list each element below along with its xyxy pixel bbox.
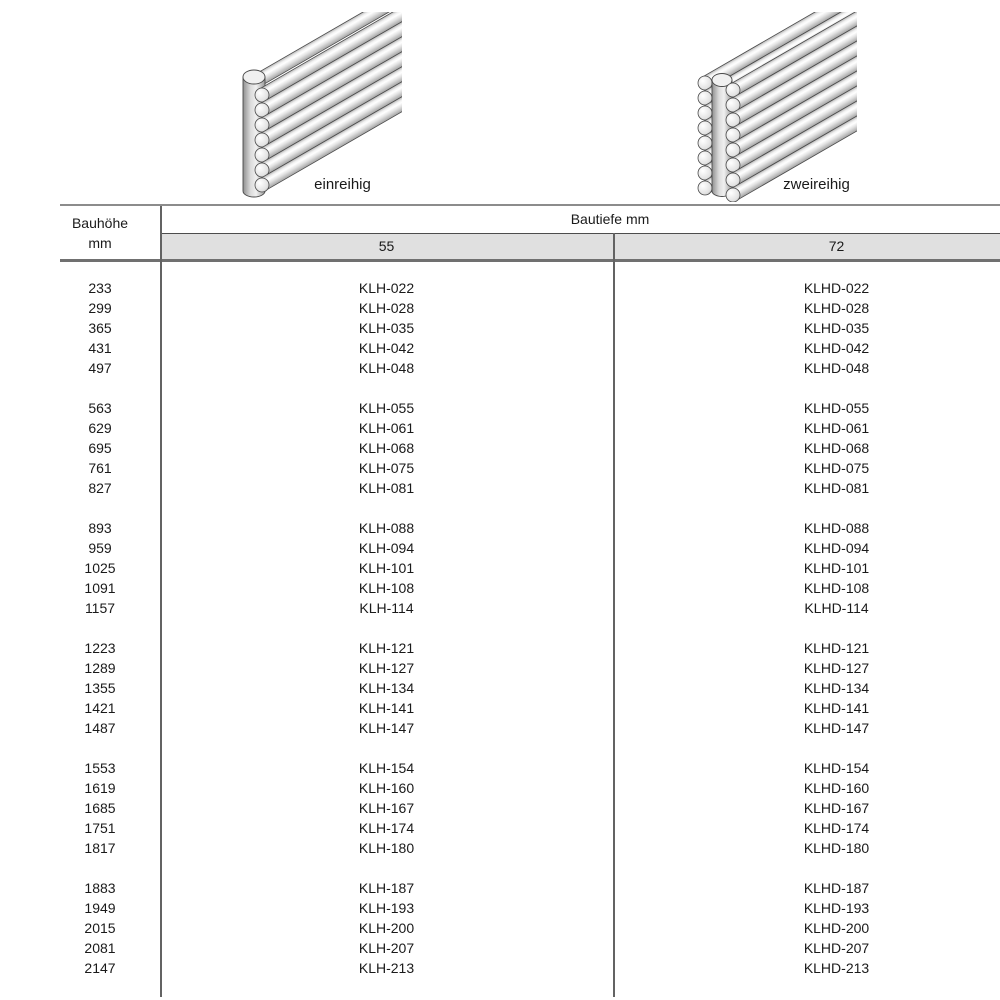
height-cell: 1289 [84,660,116,676]
height-cell: 959 [88,540,112,556]
height-cell: 431 [88,340,112,356]
table-row [60,398,1000,418]
klh-cell: KLH-061 [358,420,415,436]
klhd-cell: KLHD-081 [803,480,870,496]
klhd-cell: KLHD-207 [803,940,870,956]
klh-cell: KLH-035 [358,320,415,336]
height-cell: 1883 [84,880,116,896]
height-cell: 2147 [84,960,116,976]
klh-cell: KLH-207 [358,940,415,956]
table-row [60,458,1000,478]
table-row [60,878,1000,898]
row-group [60,638,1000,738]
klhd-cell: KLHD-048 [803,360,870,376]
table-body [60,262,1000,998]
height-cell: 1355 [84,680,116,696]
table-row [60,518,1000,538]
klh-cell: KLH-187 [358,880,415,896]
height-cell: 1817 [84,840,116,856]
klhd-cell: KLHD-101 [803,560,870,576]
table-row [60,278,1000,298]
table-row [60,358,1000,378]
height-cell: 1487 [84,720,116,736]
height-cell: 563 [88,400,112,416]
height-cell: 233 [88,280,112,296]
klh-cell: KLH-167 [358,800,415,816]
klh-cell: KLH-022 [358,280,415,296]
klh-cell: KLH-028 [358,300,415,316]
klh-cell: KLH-088 [358,520,415,536]
depth-column-header-72: 72 [828,238,845,254]
klhd-cell: KLHD-108 [803,580,870,596]
double-row-figure-label: zweireihig [783,176,850,193]
height-cell: 365 [88,320,112,336]
klhd-cell: KLHD-088 [803,520,870,536]
height-cell: 1421 [84,700,116,716]
table-row [60,898,1000,918]
klhd-cell: KLHD-121 [803,640,870,656]
single-row-figure-label: einreihig [314,176,371,193]
height-cell: 893 [88,520,112,536]
klhd-cell: KLHD-042 [803,340,870,356]
row-header-bauhoehe [60,206,160,260]
klh-cell: KLH-154 [358,760,415,776]
klhd-cell: KLHD-127 [803,660,870,676]
table-row [60,598,1000,618]
height-cell: 1619 [84,780,116,796]
table-row [60,778,1000,798]
klhd-cell: KLHD-022 [803,280,870,296]
table-row [60,658,1000,678]
height-cell: 1553 [84,760,116,776]
klhd-cell: KLHD-187 [803,880,870,896]
table-row [60,558,1000,578]
klhd-cell: KLHD-141 [803,700,870,716]
table-row [60,638,1000,658]
klh-cell: KLH-068 [358,440,415,456]
row-header-line1: Bauhöhe [71,215,129,231]
klh-cell: KLH-042 [358,340,415,356]
table-row [60,938,1000,958]
height-cell: 2081 [84,940,116,956]
depth-column-header-55: 55 [378,238,395,254]
table-row [60,918,1000,938]
depth-subheader-band [160,233,1000,260]
table-row [60,678,1000,698]
height-cell: 1091 [84,580,116,596]
table-row [60,538,1000,558]
table-row [60,718,1000,738]
table-row [60,338,1000,358]
klhd-cell: KLHD-075 [803,460,870,476]
klhd-cell: KLHD-035 [803,320,870,336]
table-row [60,958,1000,978]
height-cell: 1685 [84,800,116,816]
klhd-cell: KLHD-160 [803,780,870,796]
double-row-radiator-illustration [695,5,945,202]
height-cell: 1025 [84,560,116,576]
klh-cell: KLH-213 [358,960,415,976]
height-cell: 497 [88,360,112,376]
klhd-cell: KLHD-213 [803,960,870,976]
row-group [60,398,1000,498]
klh-cell: KLH-141 [358,700,415,716]
row-group [60,878,1000,978]
row-group [60,518,1000,618]
table-row [60,698,1000,718]
height-cell: 1751 [84,820,116,836]
height-cell: 2015 [84,920,116,936]
klh-cell: KLH-114 [359,600,414,616]
table-row [60,478,1000,498]
table-row [60,818,1000,838]
klhd-cell: KLHD-055 [803,400,870,416]
klh-cell: KLH-081 [358,480,415,496]
klh-cell: KLH-108 [358,580,415,596]
klhd-cell: KLHD-061 [803,420,870,436]
klhd-cell: KLHD-174 [803,820,870,836]
klhd-cell: KLHD-114 [804,600,869,616]
klh-cell: KLH-193 [358,900,415,916]
klhd-cell: KLHD-094 [803,540,870,556]
klh-cell: KLH-127 [358,660,415,676]
column-group-header-bautiefe: Bautiefe mm [570,211,650,227]
klhd-cell: KLHD-180 [803,840,870,856]
klhd-cell: KLHD-134 [803,680,870,696]
table-row [60,838,1000,858]
height-cell: 695 [88,440,112,456]
table-row [60,298,1000,318]
klhd-cell: KLHD-147 [803,720,870,736]
klhd-cell: KLHD-193 [803,900,870,916]
table-row [60,578,1000,598]
height-cell: 629 [88,420,112,436]
table-row [60,438,1000,458]
klh-cell: KLH-101 [358,560,415,576]
klh-cell: KLH-134 [358,680,415,696]
klh-cell: KLH-160 [358,780,415,796]
row-group [60,758,1000,858]
klh-cell: KLH-075 [358,460,415,476]
single-row-radiator-illustration [230,5,480,202]
height-cell: 827 [88,480,112,496]
klh-cell: KLH-048 [358,360,415,376]
height-cell: 1949 [84,900,116,916]
model-table [60,204,1000,1000]
klhd-cell: KLHD-154 [803,760,870,776]
height-cell: 761 [88,460,112,476]
klhd-cell: KLHD-200 [803,920,870,936]
klh-cell: KLH-121 [358,640,415,656]
klh-cell: KLH-147 [358,720,415,736]
klh-cell: KLH-200 [358,920,415,936]
klh-cell: KLH-174 [358,820,415,836]
height-cell: 1223 [84,640,116,656]
klhd-cell: KLHD-028 [803,300,870,316]
table-row [60,798,1000,818]
table-row [60,418,1000,438]
table-row [60,318,1000,338]
row-group [60,278,1000,378]
row-header-line2: mm [88,235,112,251]
klhd-cell: KLHD-068 [803,440,870,456]
klh-cell: KLH-180 [358,840,415,856]
height-cell: 1157 [84,600,116,616]
height-cell: 299 [88,300,112,316]
klhd-cell: KLHD-167 [803,800,870,816]
klh-cell: KLH-055 [358,400,415,416]
klh-cell: KLH-094 [358,540,415,556]
table-row [60,758,1000,778]
